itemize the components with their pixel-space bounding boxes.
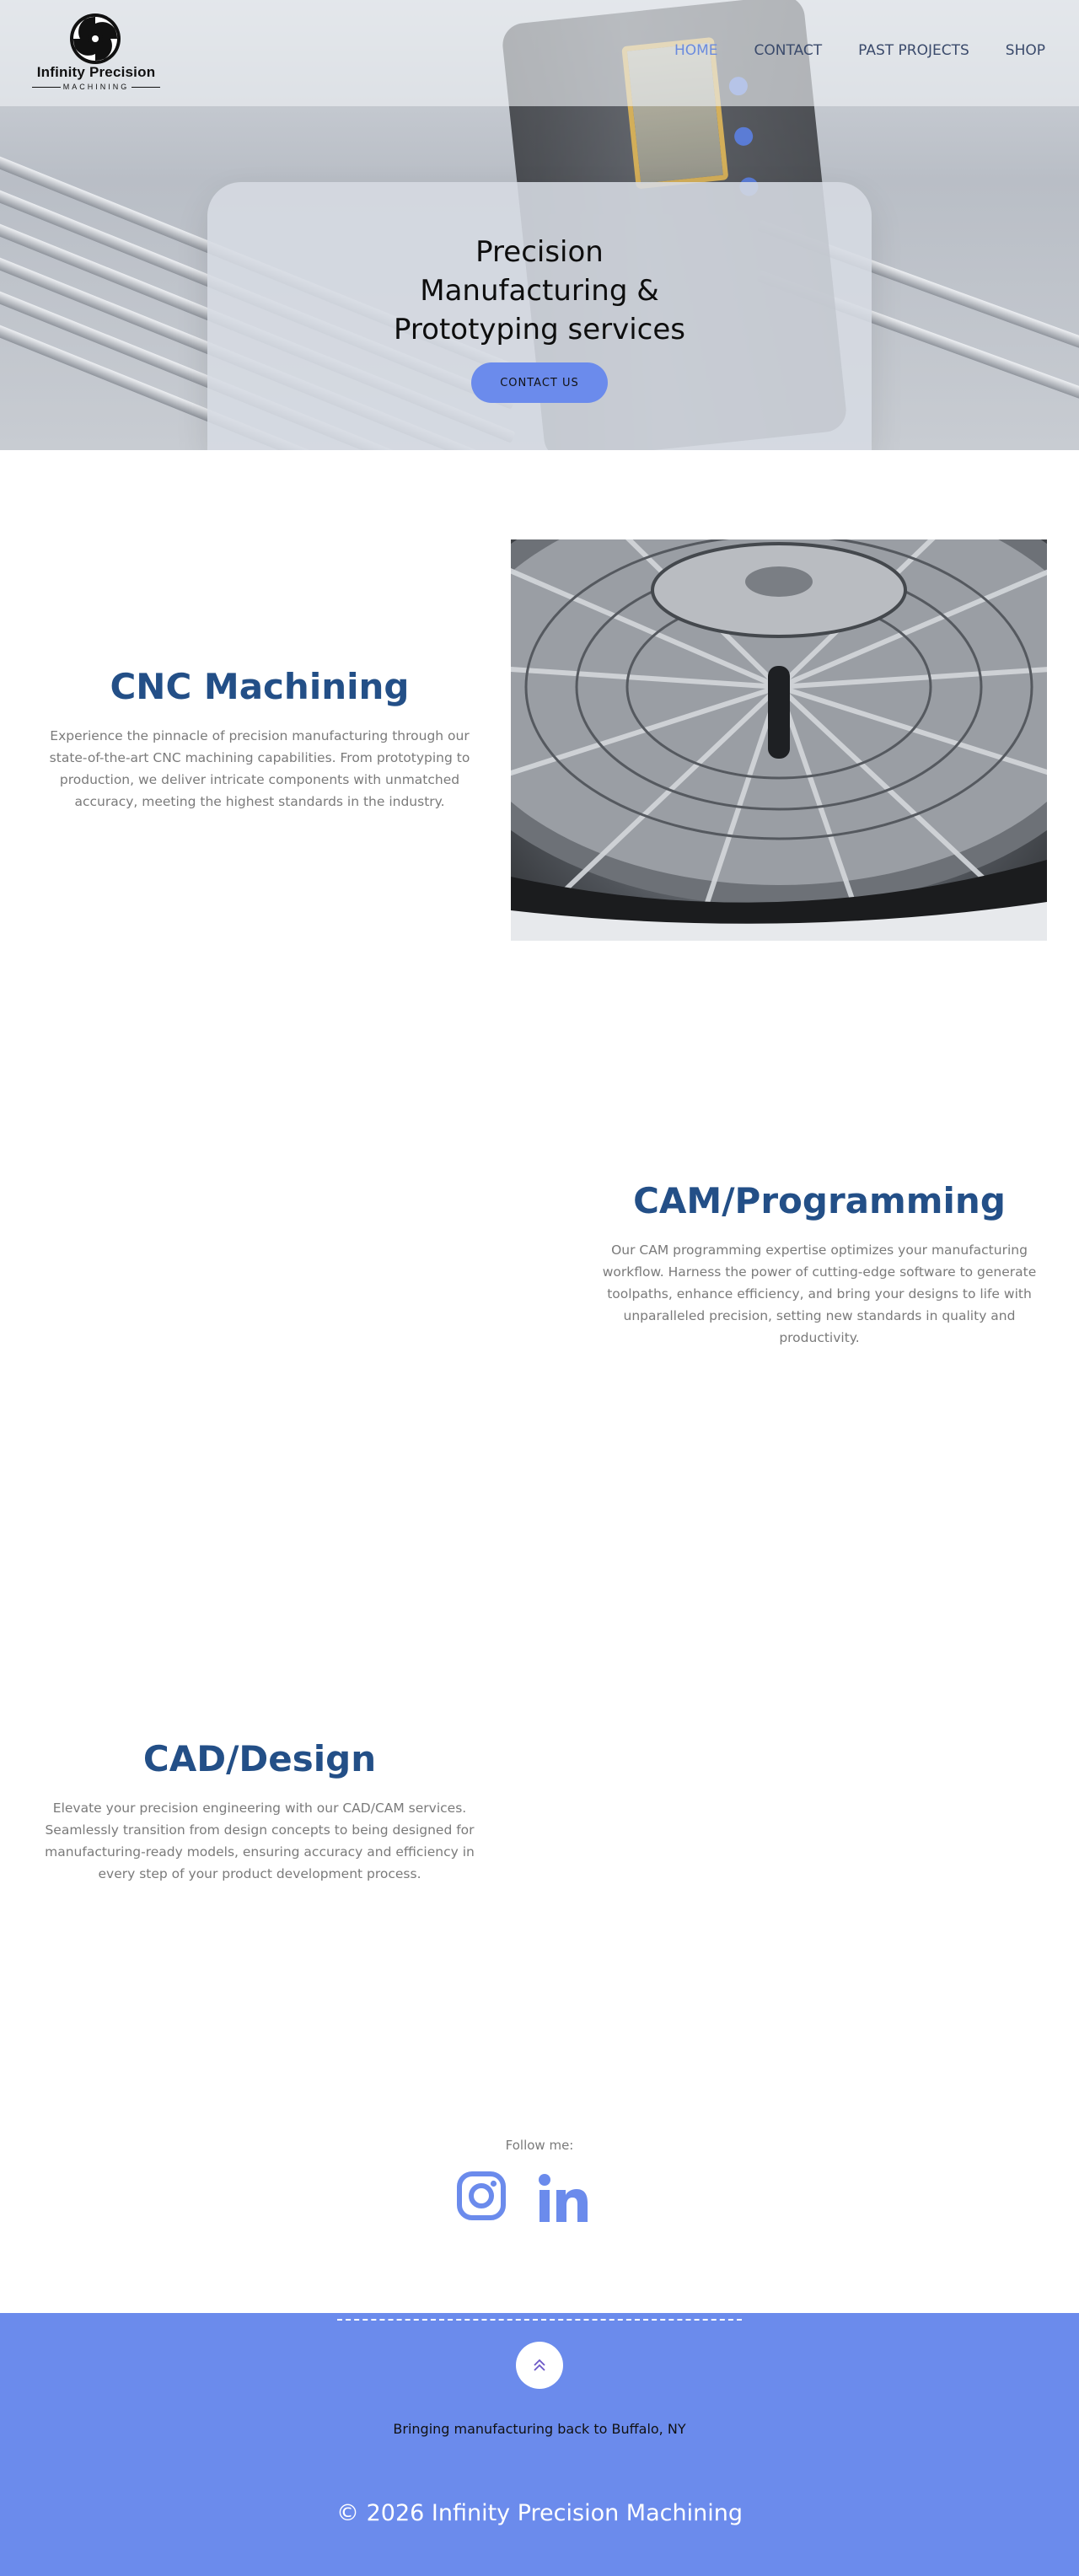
main-nav xyxy=(674,42,1045,59)
cam-programming-text: Our CAM programming expertise optimizes your manufacturing workflow. Harness the power of cutting-edge software to generate toolpaths, enhance efficiency, and bring your designs to life with unparalleled precision, setting new standards in quality and productivity. xyxy=(602,1242,1037,1345)
footer-tagline: Bringing manufacturing back to Buffalo, NY xyxy=(393,2421,686,2437)
nav-contact[interactable]: CONTACT xyxy=(754,42,823,59)
follow-label: Follow me: xyxy=(505,2138,574,2153)
logo-divider xyxy=(132,87,160,88)
nav-shop[interactable]: SHOP xyxy=(1005,42,1045,59)
nav-home[interactable]: HOME xyxy=(674,42,718,59)
cam-programming-heading: CAM/Programming xyxy=(633,1180,1006,1221)
cnc-machining-heading: CNC Machining xyxy=(110,666,410,707)
hero-title-line: Prototyping services xyxy=(394,313,685,346)
cad-design-text: Elevate your precision engineering with our CAD/CAM services. Seamlessly transition from design concepts to being designed for manufacturing-ready models, ensuring accuracy and efficiency in every step of your product development process. xyxy=(45,1801,475,1881)
spiral-logo-icon xyxy=(68,12,122,66)
site-header xyxy=(0,0,1079,106)
scroll-to-top-button[interactable] xyxy=(516,2342,563,2389)
logo[interactable] xyxy=(24,12,169,96)
machined-part-image xyxy=(511,539,1047,941)
cad-design-heading: CAD/Design xyxy=(142,1738,377,1779)
hero-card xyxy=(207,182,872,450)
contact-us-button[interactable]: CONTACT US xyxy=(471,362,608,403)
copyright-text: © 2026 Infinity Precision Machining xyxy=(336,2500,743,2526)
footer-divider xyxy=(337,2319,742,2321)
hero-title-line: Manufacturing & xyxy=(420,274,659,308)
cnc-machining-text: Experience the pinnacle of precision manufacturing through our state-of-the-art CNC machining capabilities. From prototyping to production, we deliver intricate components with unmatched accuracy, meeting the highest standards in the industry. xyxy=(49,728,470,809)
logo-title: Infinity Precision xyxy=(36,64,156,80)
hero-title-line: Precision xyxy=(475,235,604,269)
hero-title xyxy=(207,233,872,349)
nav-past-projects[interactable]: PAST PROJECTS xyxy=(858,42,969,59)
linkedin-icon[interactable] xyxy=(538,2173,588,2227)
site-footer xyxy=(0,2313,1079,2576)
instagram-icon[interactable] xyxy=(457,2171,506,2224)
double-chevron-up-icon xyxy=(531,2357,548,2374)
logo-subtitle: MACHINING xyxy=(62,83,130,91)
